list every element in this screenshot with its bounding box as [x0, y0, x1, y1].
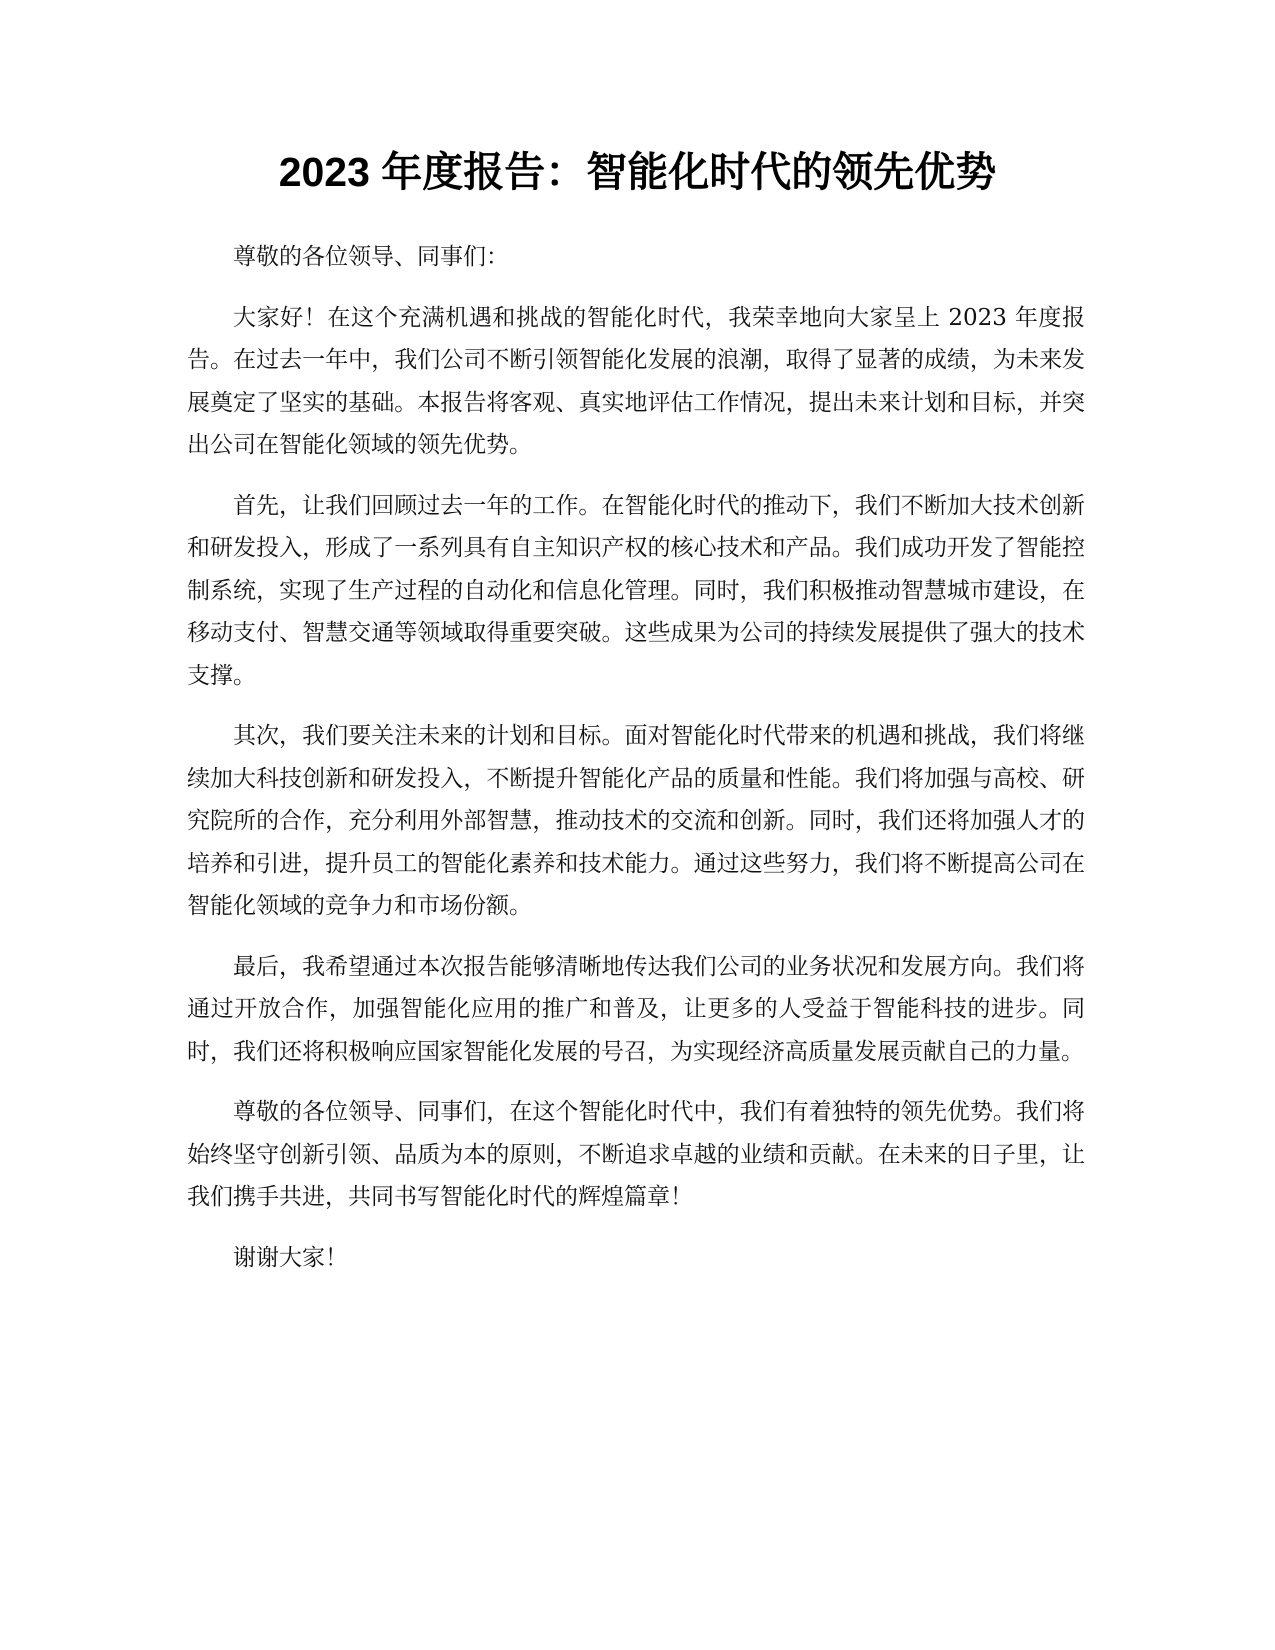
intro-paragraph: 大家好！在这个充满机遇和挑战的智能化时代，我荣幸地向大家呈上 2023 年度报告。在过去一年中，我们公司不断引领智能化发展的浪潮，取得了显著的成绩，为未来发展奠定了坚实的基础。本报告将客观、真实地评估工作情况，提出未来计划和目标，并突出公司在智能化领域的领先优势。: [187, 304, 1085, 458]
conclusion-paragraph: 最后，我希望通过本次报告能够清晰地传达我们公司的业务状况和发展方向。我们将通过开放合作，加强智能化应用的推广和普及，让更多的人受益于智能科技的进步。同时，我们还将积极响应国家智能化发展的号召，为实现经济高质量发展贡献自己的力量。: [187, 953, 1085, 1065]
thanks-paragraph: 谢谢大家！: [233, 1244, 348, 1271]
document-body: [187, 236, 1085, 1297]
salutation-paragraph: 尊敬的各位领导、同事们：: [233, 244, 509, 270]
plans-paragraph: 其次，我们要关注未来的计划和目标。面对智能化时代带来的机遇和挑战，我们将继续加大科技创新和研发投入，不断提升智能化产品的质量和性能。我们将加强与高校、研究院所的合作，充分利用外部智慧，推动技术的交流和创新。同时，我们还将加强人才的培养和引进，提升员工的智能化素养和技术能力。通过这些努力，我们将不断提高公司在智能化领域的竞争力和市场份额。: [187, 723, 1085, 919]
review-paragraph: 首先，让我们回顾过去一年的工作。在智能化时代的推动下，我们不断加大技术创新和研发投入，形成了一系列具有自主知识产权的核心技术和产品。我们成功开发了智能控制系统，实现了生产过程的自动化和信息化管理。同时，我们积极推动智慧城市建设，在移动支付、智慧交通等领域取得重要突破。这些成果为公司的持续发展提供了强大的技术支撑。: [187, 492, 1085, 689]
document-title: 2023 年度报告：智能化时代的领先优势: [278, 149, 997, 195]
closing-paragraph: 尊敬的各位领导、同事们，在这个智能化时代中，我们有着独特的领先优势。我们将始终坚守创新引领、品质为本的原则，不断追求卓越的业绩和贡献。在未来的日子里，让我们携手共进，共同书写智能化时代的辉煌篇章！: [187, 1099, 1085, 1210]
